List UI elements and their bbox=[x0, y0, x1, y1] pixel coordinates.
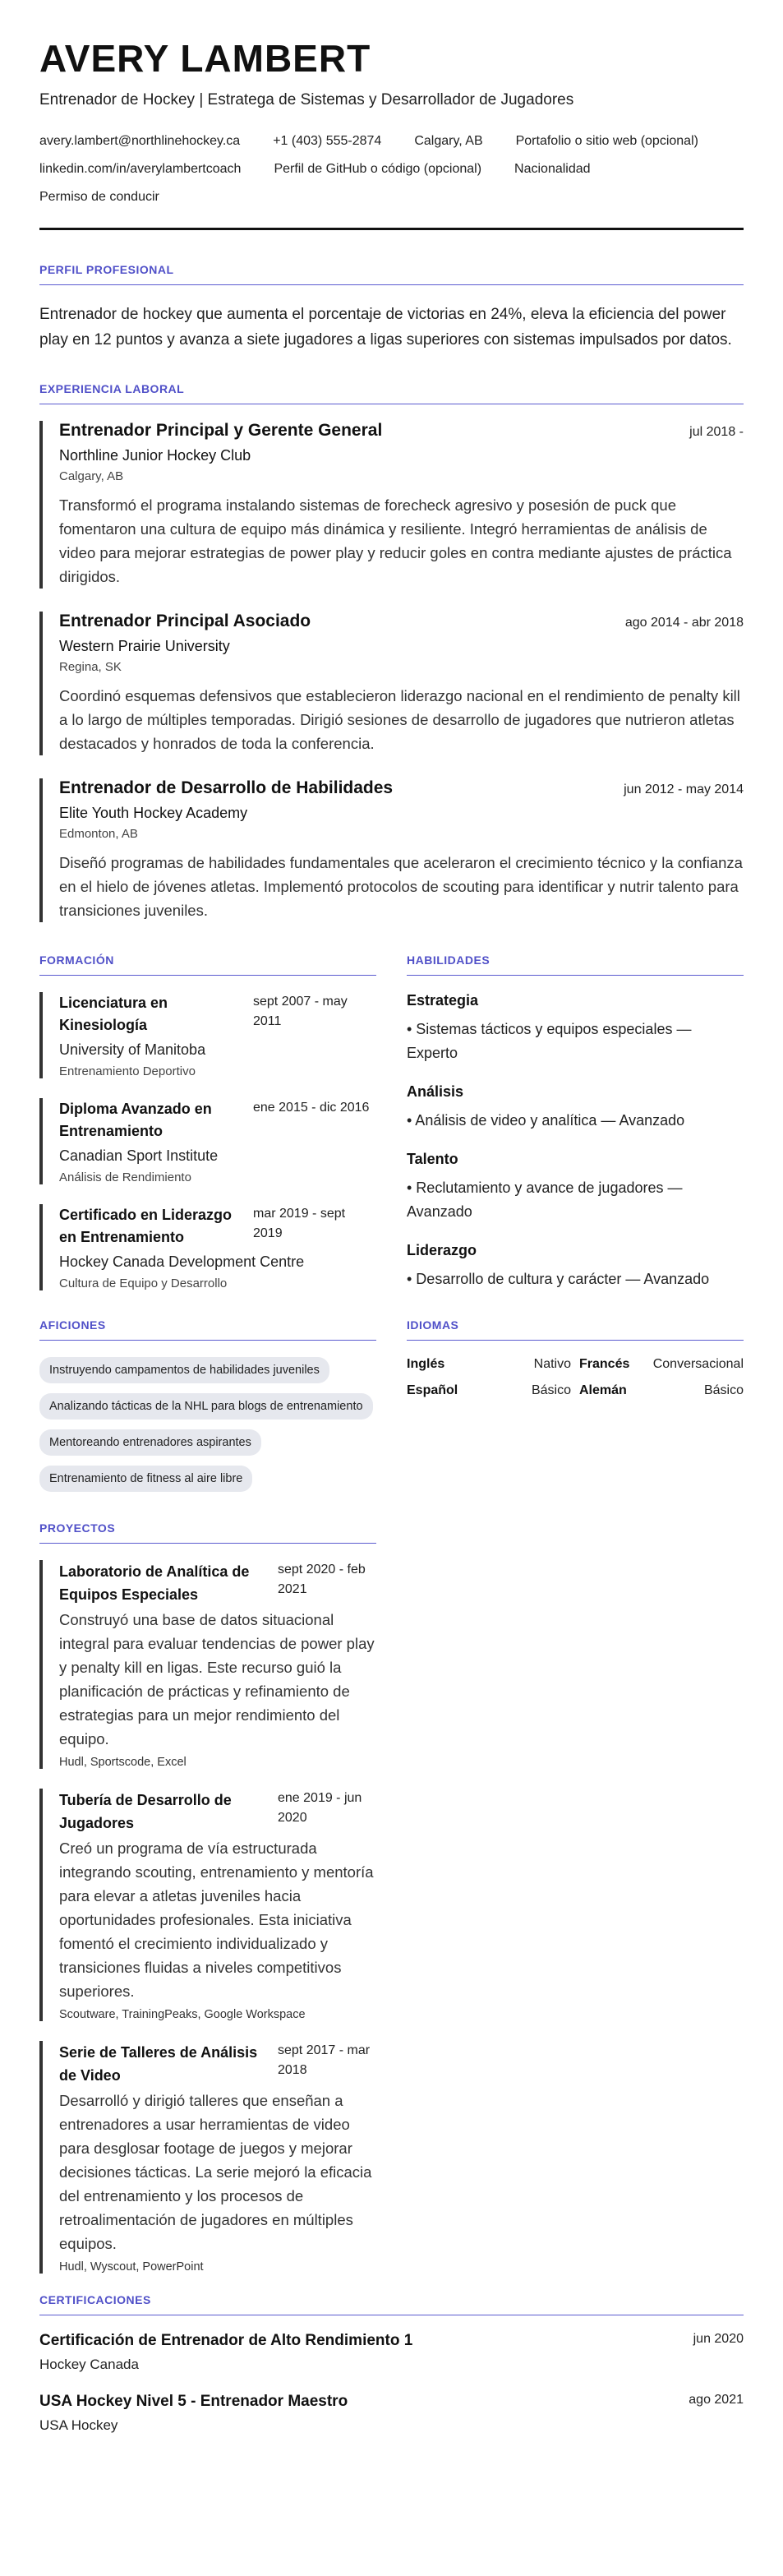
hobbies-languages-row bbox=[39, 1318, 744, 1502]
project-title: Tubería de Desarrollo de Jugadores bbox=[59, 1791, 232, 1831]
certifications-section bbox=[39, 2293, 744, 2434]
education-school: University of Manitoba bbox=[59, 1041, 206, 1058]
job-entry bbox=[39, 778, 744, 922]
job-organization: Western Prairie University bbox=[59, 637, 230, 654]
education-field: Entrenamiento Deportivo bbox=[59, 1064, 196, 1078]
section-title-experience: EXPERIENCIA LABORAL bbox=[39, 382, 744, 404]
contact-linkedin: linkedin.com/in/averylambertcoach bbox=[39, 161, 242, 176]
job-organization: Elite Youth Hockey Academy bbox=[59, 804, 248, 821]
project-tools: Scoutware, TrainingPeaks, Google Workspace bbox=[59, 2007, 306, 2021]
summary-section bbox=[39, 263, 744, 353]
language-level: Básico bbox=[703, 1383, 744, 1397]
language-level: Nativo bbox=[533, 1356, 571, 1371]
education-entry bbox=[39, 1098, 376, 1184]
project-description: Construyó una base de datos situacional integral para evaluar tendencias de power play y penalty kill en ligas. Este recurso guió la planificación de prácticas y refinamiento de estrategias para un mejor rendimiento del equipo. bbox=[59, 1610, 375, 1747]
skill-group bbox=[407, 1151, 744, 1224]
section-title-skills: HABILIDADES bbox=[407, 953, 744, 976]
language-name: Alemán bbox=[579, 1383, 627, 1397]
hobby-chip: Mentoreando entrenadores aspirantes bbox=[39, 1429, 261, 1456]
certification-date: ago 2021 bbox=[689, 2392, 744, 2407]
project-description: Desarrolló y dirigió talleres que enseñan a entrenadores a usar herramientas de video para desglosar footage de juegos y mejorar decisiones tácticas. La serie mejoró la eficacia del entrenamiento y los procesos de retroalimentación de jugadores en múltiples equipos. bbox=[59, 2091, 372, 2252]
skill-item: • Reclutamiento y avance de jugadores — Avanzado bbox=[407, 1179, 683, 1220]
education-skills-row bbox=[39, 953, 744, 1310]
certification-title: USA Hockey Nivel 5 - Entrenador Maestro bbox=[39, 2392, 348, 2410]
experience-section bbox=[39, 382, 744, 922]
hobby-chip: Entrenamiento de fitness al aire libre bbox=[39, 1466, 252, 1492]
language-name: Español bbox=[407, 1383, 458, 1397]
education-school: Hockey Canada Development Centre bbox=[59, 1253, 305, 1270]
project-description: Creó un programa de vía estructurada integrando scouting, entrenamiento y mentoría para elevar a atletas juveniles hacia oportunidades profesionales. Esta iniciativa fomentó el crecimiento individualizado y transiciones fluidas a niveles competitivos superiores. bbox=[59, 1839, 374, 2000]
section-title-languages: IDIOMAS bbox=[407, 1318, 744, 1341]
project-dates: ene 2019 - jun 2020 bbox=[278, 1790, 362, 1825]
certification-entry bbox=[39, 2332, 744, 2373]
language-level: Conversacional bbox=[652, 1356, 744, 1371]
section-title-projects: PROYECTOS bbox=[39, 1521, 376, 1544]
hobby-chip: Analizando tácticas de la NHL para blogs de entrenamiento bbox=[39, 1393, 373, 1420]
section-title-education: FORMACIÓN bbox=[39, 953, 376, 976]
candidate-name: AVERY LAMBERT bbox=[39, 37, 371, 80]
language-name: Francés bbox=[579, 1356, 630, 1371]
contact-portfolio: Portafolio o sitio web (opcional) bbox=[515, 133, 698, 148]
certification-issuer: USA Hockey bbox=[39, 2417, 118, 2433]
contact-nationality: Nacionalidad bbox=[514, 161, 591, 176]
degree-title: Licenciatura en Kinesiología bbox=[59, 994, 168, 1033]
job-description: Coordinó esquemas defensivos que establecieron liderazgo nacional en el rendimiento de penalty kill a lo largo de múltiples temporadas. Dirigió sesiones de desarrollo de jugadores que nutrieron atletas destacados y honrados de toda la conferencia. bbox=[59, 686, 740, 752]
job-organization: Northline Junior Hockey Club bbox=[59, 446, 251, 464]
contact-location: Calgary, AB bbox=[414, 133, 483, 148]
skills-section bbox=[407, 953, 744, 1310]
job-entry bbox=[39, 421, 744, 589]
project-entry bbox=[39, 1560, 376, 1769]
language-name: Inglés bbox=[407, 1356, 445, 1371]
certification-date: jun 2020 bbox=[693, 2331, 744, 2346]
skill-group bbox=[407, 1083, 744, 1133]
education-dates: sept 2007 - may 2011 bbox=[253, 994, 348, 1028]
resume-header bbox=[39, 38, 744, 230]
skill-category: Estrategia bbox=[407, 991, 479, 1009]
project-tools: Hudl, Sportscode, Excel bbox=[59, 1755, 187, 1769]
skill-category: Liderazgo bbox=[407, 1241, 477, 1258]
skill-item: • Sistemas tácticos y equipos especiales — Experto bbox=[407, 1020, 692, 1061]
job-location: Calgary, AB bbox=[59, 469, 124, 483]
education-school: Canadian Sport Institute bbox=[59, 1147, 219, 1164]
header-divider bbox=[39, 228, 744, 230]
project-entry bbox=[39, 2041, 376, 2274]
contact-email: avery.lambert@northlinehockey.ca bbox=[39, 133, 241, 148]
contact-info bbox=[39, 127, 744, 211]
education-field: Cultura de Equipo y Desarrollo bbox=[59, 1276, 228, 1290]
skill-group bbox=[407, 992, 744, 1065]
skill-group bbox=[407, 1242, 744, 1291]
certification-title: Certificación de Entrenador de Alto Rendimiento 1 bbox=[39, 2331, 413, 2349]
education-dates: ene 2015 - dic 2016 bbox=[253, 1100, 370, 1115]
projects-section bbox=[39, 1521, 376, 2274]
job-title: Entrenador Principal y Gerente General bbox=[59, 420, 383, 440]
job-dates: ago 2014 - abr 2018 bbox=[624, 615, 744, 630]
education-dates: mar 2019 - sept 2019 bbox=[253, 1206, 346, 1240]
project-title: Serie de Talleres de Análisis de Video bbox=[59, 2043, 258, 2084]
language-item bbox=[579, 1383, 744, 1398]
contact-phone: +1 (403) 555-2874 bbox=[273, 133, 382, 148]
education-entry bbox=[39, 992, 376, 1078]
education-section bbox=[39, 953, 376, 1310]
candidate-headline: Entrenador de Hockey | Estratega de Sistemas y Desarrollador de Jugadores bbox=[39, 90, 574, 108]
certification-entry bbox=[39, 2393, 744, 2434]
project-tools: Hudl, Wyscout, PowerPoint bbox=[59, 2260, 204, 2274]
degree-title: Diploma Avanzado en Entrenamiento bbox=[59, 1100, 212, 1139]
job-dates: jun 2012 - may 2014 bbox=[624, 782, 744, 796]
skill-item: • Desarrollo de cultura y carácter — Avanzado bbox=[407, 1270, 710, 1287]
project-dates: sept 2017 - mar 2018 bbox=[278, 2043, 371, 2077]
hobby-chip: Instruyendo campamentos de habilidades juveniles bbox=[39, 1357, 329, 1383]
job-description: Diseñó programas de habilidades fundamentales que aceleraron el crecimiento técnico y la confianza en el hielo de jóvenes atletas. Implementó protocolos de scouting para identificar y nutrir talento para transiciones juveniles. bbox=[59, 853, 743, 919]
skill-item: • Análisis de video y analítica — Avanzado bbox=[407, 1111, 685, 1129]
education-entry bbox=[39, 1204, 376, 1290]
section-title-hobbies: AFICIONES bbox=[39, 1318, 376, 1341]
hobby-list bbox=[39, 1357, 376, 1502]
language-level: Básico bbox=[531, 1383, 571, 1397]
language-item bbox=[407, 1357, 571, 1372]
job-description: Transformó el programa instalando sistemas de forecheck agresivo y posesión de puck que fomentaron una cultura de equipo más dinámica y resiliente. Integró herramientas de análisis de video para mejorar estrategias de power play y reducir goles en contra mediante ajustes de práctica dirigidos. bbox=[59, 496, 732, 585]
section-title-summary: PERFIL PROFESIONAL bbox=[39, 263, 744, 285]
degree-title: Certificado en Liderazgo en Entrenamiento bbox=[59, 1206, 233, 1245]
job-location: Regina, SK bbox=[59, 659, 122, 674]
language-item bbox=[579, 1357, 744, 1372]
education-field: Análisis de Rendimiento bbox=[59, 1170, 191, 1184]
job-title: Entrenador de Desarrollo de Habilidades bbox=[59, 778, 394, 797]
languages-section bbox=[407, 1318, 744, 1502]
skill-category: Análisis bbox=[407, 1083, 464, 1100]
contact-github: Perfil de GitHub o código (opcional) bbox=[274, 161, 482, 176]
certification-issuer: Hockey Canada bbox=[39, 2356, 139, 2372]
skill-category: Talento bbox=[407, 1150, 458, 1167]
job-dates: jul 2018 - bbox=[689, 424, 744, 439]
job-entry bbox=[39, 612, 744, 755]
hobbies-section bbox=[39, 1318, 376, 1502]
language-list bbox=[407, 1357, 744, 1398]
contact-license: Permiso de conducir bbox=[39, 189, 159, 204]
section-title-certifications: CERTIFICACIONES bbox=[39, 2293, 744, 2315]
job-title: Entrenador Principal Asociado bbox=[59, 611, 311, 630]
summary-text: Entrenador de hockey que aumenta el porcentaje de victorias en 24%, eleva la eficiencia del power play en 12 puntos y avanza a siete jugadores a ligas superiores con sistemas impulsados por datos. bbox=[39, 305, 732, 349]
language-item bbox=[407, 1383, 571, 1398]
project-entry bbox=[39, 1789, 376, 2021]
job-location: Edmonton, AB bbox=[59, 826, 138, 841]
project-dates: sept 2020 - feb 2021 bbox=[278, 1562, 366, 1596]
project-title: Laboratorio de Analítica de Equipos Especiales bbox=[59, 1563, 250, 1603]
